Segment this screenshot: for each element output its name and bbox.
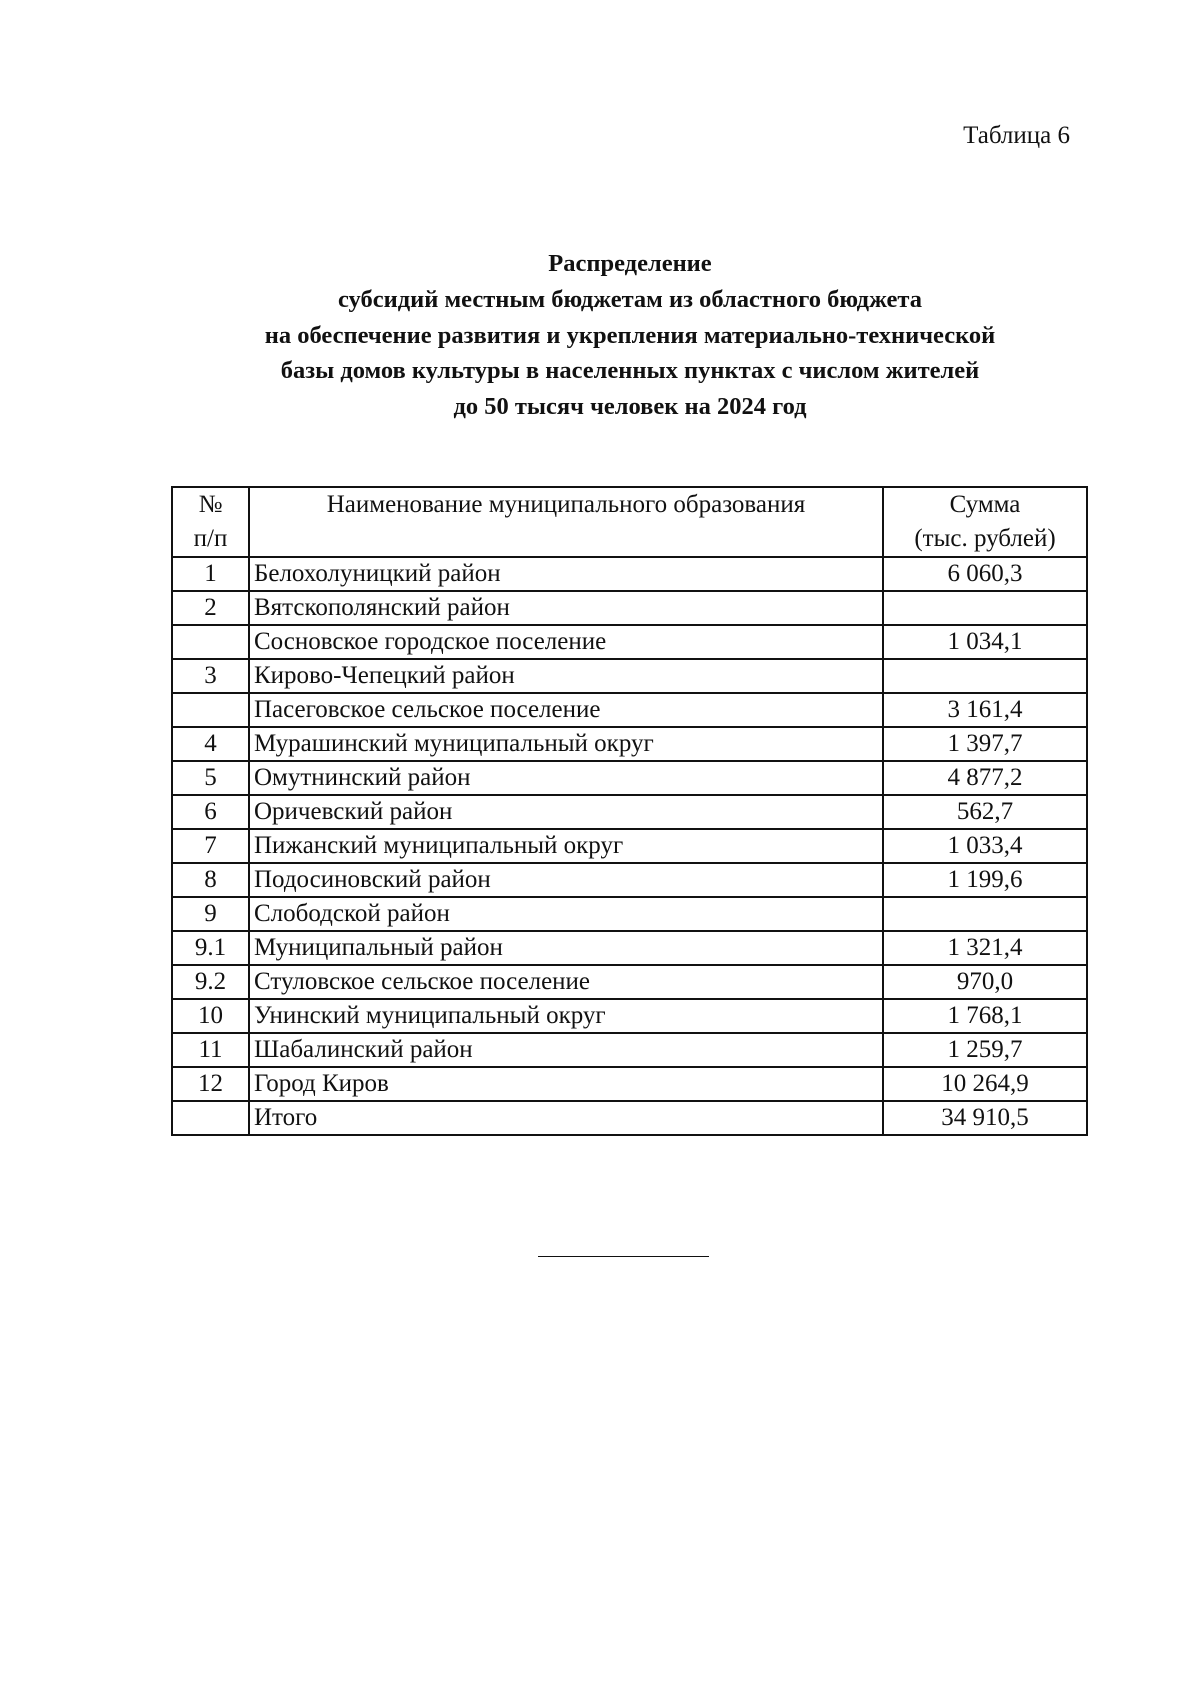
table-row (172, 829, 1087, 863)
row-name: Белохолуницкий район (249, 557, 883, 591)
header-sum (883, 487, 1087, 557)
table-row (172, 625, 1087, 659)
row-number: 6 (172, 795, 249, 829)
table-row (172, 659, 1087, 693)
row-number (172, 625, 249, 659)
table-row (172, 1033, 1087, 1067)
row-name: Пасеговское сельское поселение (249, 693, 883, 727)
table-row (172, 795, 1087, 829)
table-row (172, 693, 1087, 727)
heading-line: на обеспечение развития и укрепления материально-технической (264, 321, 996, 349)
row-sum: 1 397,7 (883, 727, 1087, 761)
row-name: Стуловское сельское поселение (249, 965, 883, 999)
row-name: Оричевский район (249, 795, 883, 829)
header-number-line2: п/п (193, 525, 228, 552)
heading-line: базы домов культуры в населенных пунктах с числом жителей (280, 357, 980, 385)
row-sum (883, 897, 1087, 931)
row-name: Унинский муниципальный округ (249, 999, 883, 1033)
row-number: 11 (172, 1033, 249, 1067)
row-number: 5 (172, 761, 249, 795)
table-row (172, 965, 1087, 999)
table-row (172, 727, 1087, 761)
row-sum: 1 321,4 (883, 931, 1087, 965)
row-name: Сосновское городское поселение (249, 625, 883, 659)
table-row (172, 1101, 1087, 1135)
row-name: Город Киров (249, 1067, 883, 1101)
table-row (172, 897, 1087, 931)
row-number: 7 (172, 829, 249, 863)
header-row (172, 487, 1087, 557)
row-name: Вятскополянский район (249, 591, 883, 625)
header-sum-line1: Сумма (949, 491, 1021, 518)
row-number: 9 (172, 897, 249, 931)
row-sum (883, 659, 1087, 693)
table-row (172, 557, 1087, 591)
row-sum: 1 034,1 (883, 625, 1087, 659)
row-sum: 6 060,3 (883, 557, 1087, 591)
row-sum: 3 161,4 (883, 693, 1087, 727)
table-row (172, 999, 1087, 1033)
heading-line: Распределение (548, 250, 712, 277)
row-number: 10 (172, 999, 249, 1033)
row-number: 9.2 (172, 965, 249, 999)
row-number: 2 (172, 591, 249, 625)
row-sum: 970,0 (883, 965, 1087, 999)
row-number: 8 (172, 863, 249, 897)
table-number-label: Таблица 6 (963, 122, 1070, 149)
row-sum: 4 877,2 (883, 761, 1087, 795)
table-row (172, 591, 1087, 625)
row-sum: 10 264,9 (883, 1067, 1087, 1101)
row-name: Итого (249, 1101, 883, 1135)
table-row (172, 931, 1087, 965)
row-number: 9.1 (172, 931, 249, 965)
heading-line: до 50 тысяч человек на 2024 год (453, 393, 807, 421)
row-name: Пижанский муниципальный округ (249, 829, 883, 863)
header-name: Наименование муниципального образования (249, 487, 883, 557)
row-sum: 1 768,1 (883, 999, 1087, 1033)
row-name: Омутнинский район (249, 761, 883, 795)
row-sum: 1 199,6 (883, 863, 1087, 897)
table-row (172, 863, 1087, 897)
row-number: 12 (172, 1067, 249, 1101)
row-sum: 1 259,7 (883, 1033, 1087, 1067)
table-row (172, 1067, 1087, 1101)
row-number: 1 (172, 557, 249, 591)
row-name: Подосиновский район (249, 863, 883, 897)
header-sum-line2: (тыс. рублей) (914, 525, 1056, 552)
heading-line: субсидий местным бюджетам из областного бюджета (338, 285, 922, 313)
row-number (172, 1101, 249, 1135)
document-heading (160, 246, 1100, 425)
row-name: Шабалинский район (249, 1033, 883, 1067)
row-sum (883, 591, 1087, 625)
subsidy-table (171, 486, 1088, 1136)
table-row (172, 761, 1087, 795)
row-name: Кирово-Чепецкий район (249, 659, 883, 693)
end-divider (538, 1256, 709, 1257)
row-sum: 562,7 (883, 795, 1087, 829)
row-name: Муниципальный район (249, 931, 883, 965)
row-sum: 1 033,4 (883, 829, 1087, 863)
row-sum: 34 910,5 (883, 1101, 1087, 1135)
row-number: 4 (172, 727, 249, 761)
table-body (172, 557, 1087, 1135)
row-number (172, 693, 249, 727)
row-name: Мурашинский муниципальный округ (249, 727, 883, 761)
row-name: Слободской район (249, 897, 883, 931)
row-number: 3 (172, 659, 249, 693)
header-number-line1: № (198, 491, 223, 518)
header-number (172, 487, 249, 557)
